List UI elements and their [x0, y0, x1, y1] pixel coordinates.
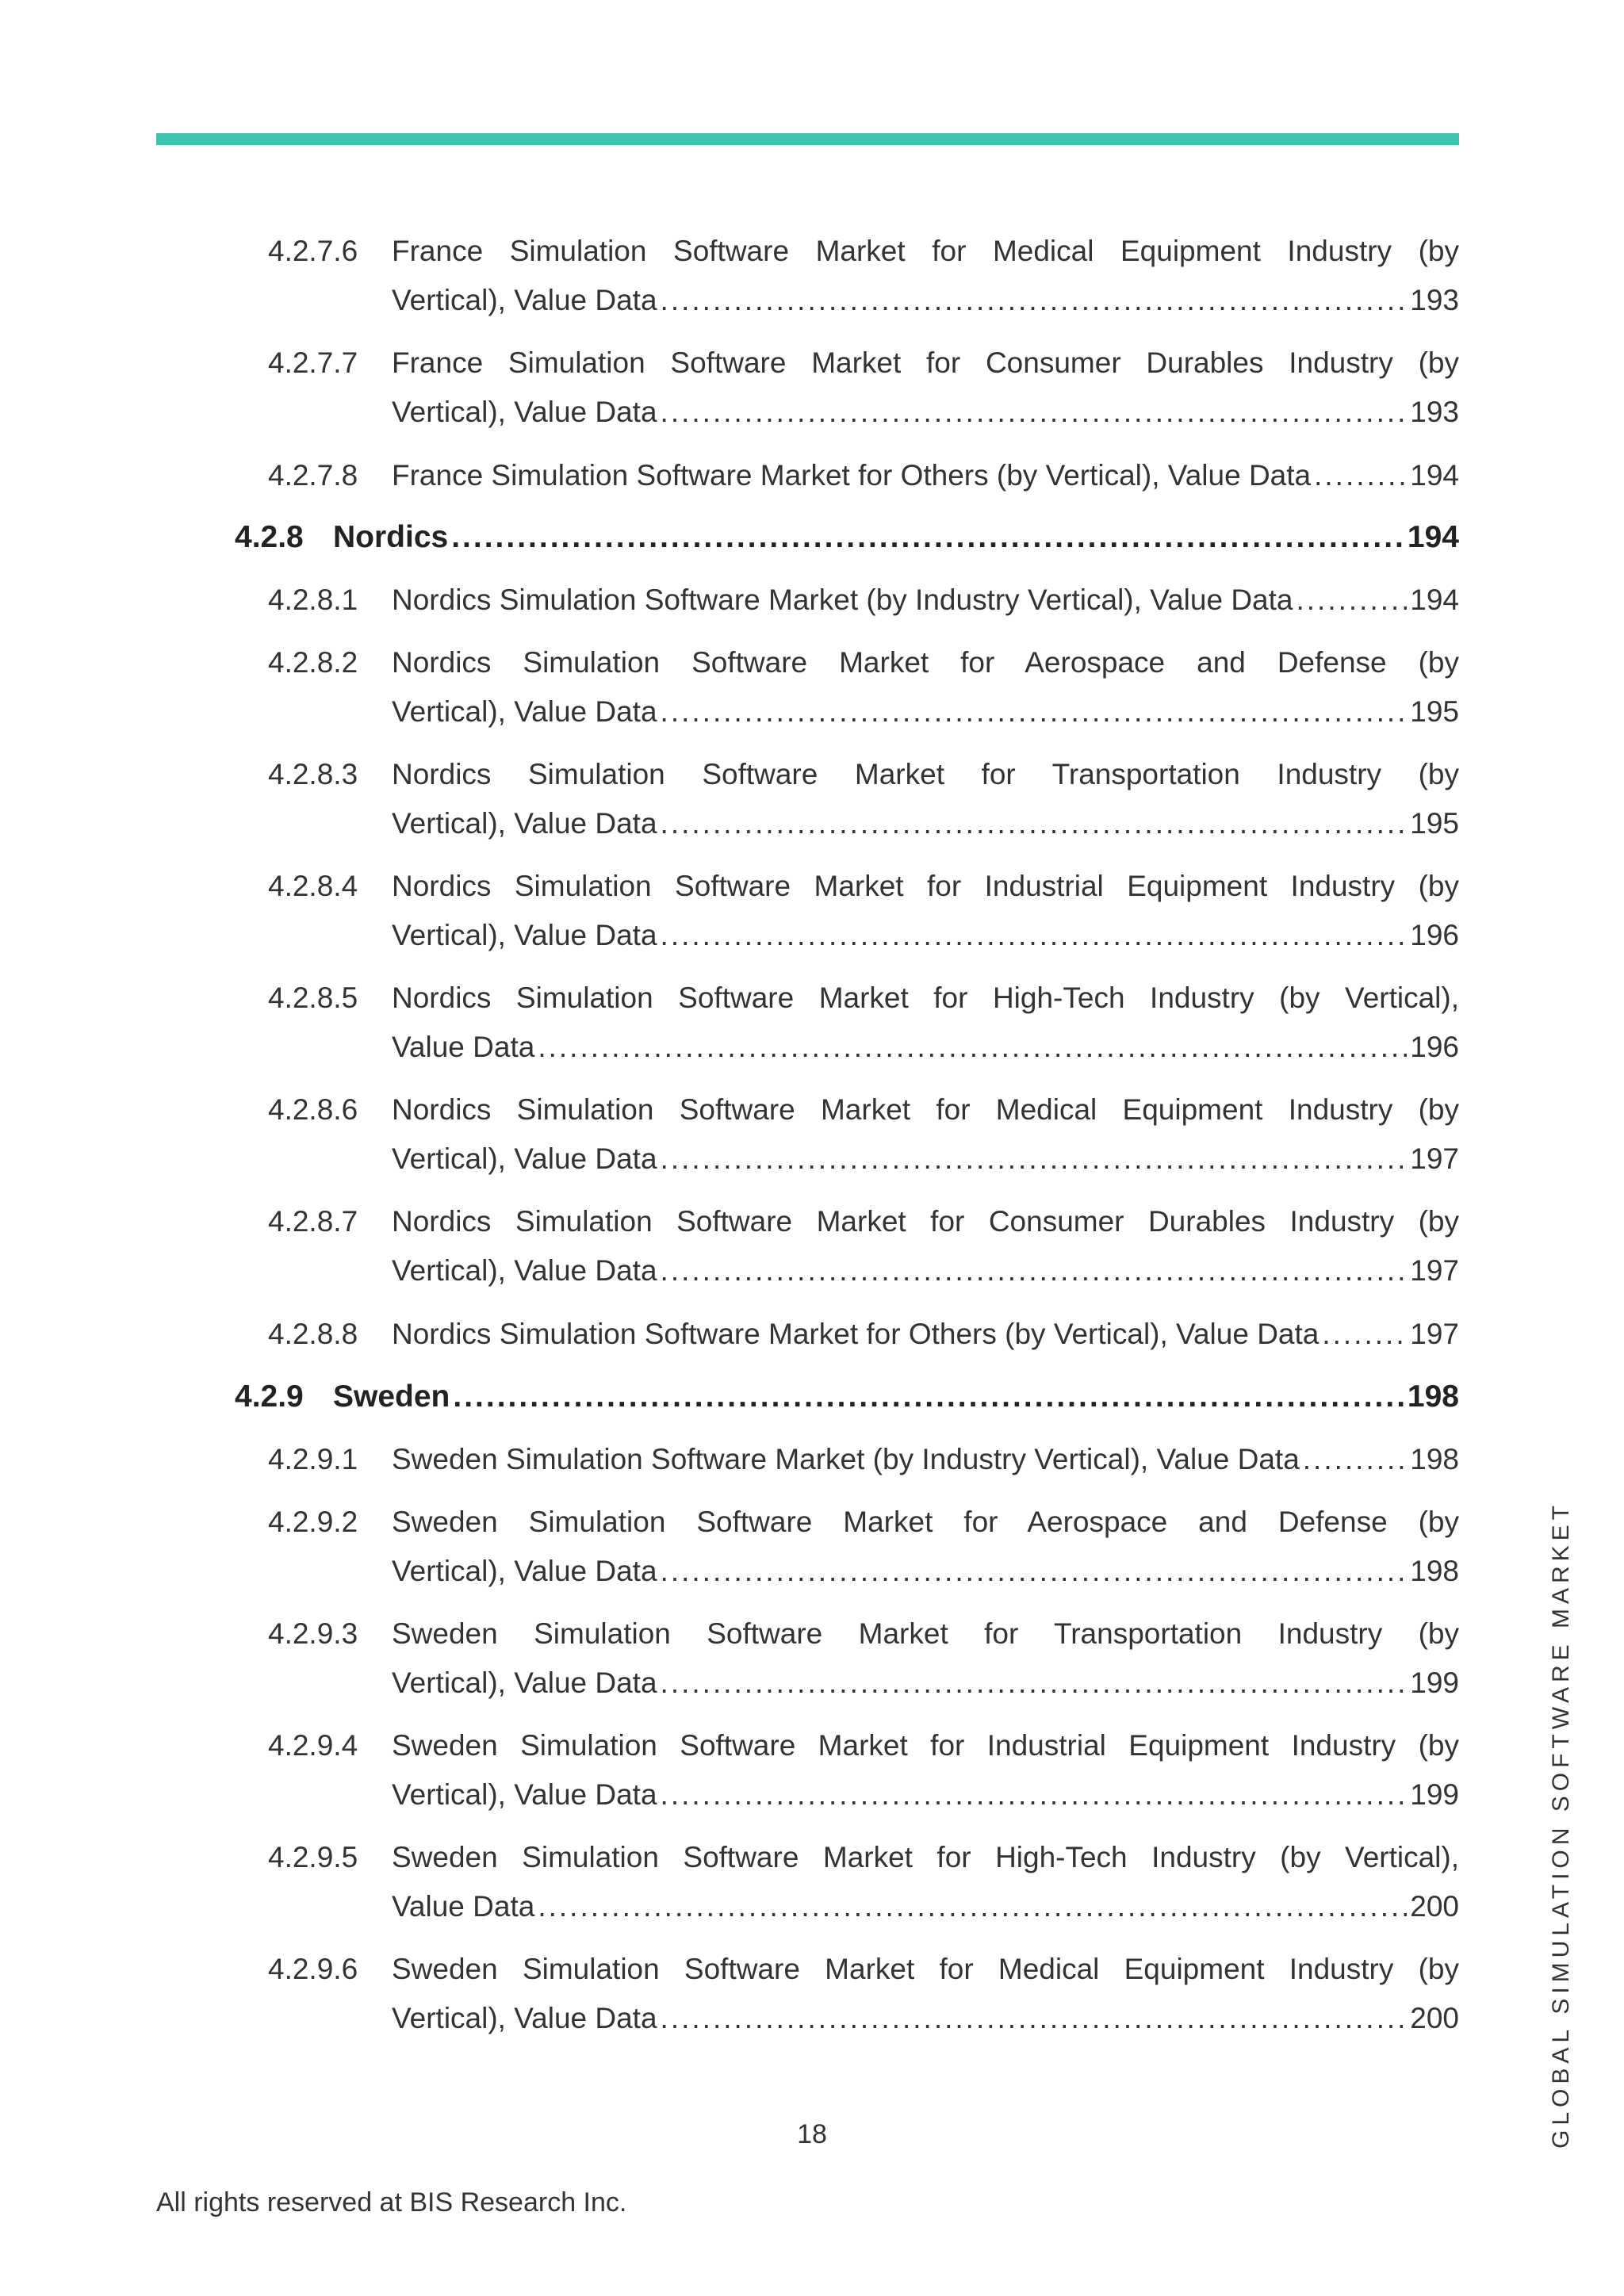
- footer-copyright: All rights reserved at BIS Research Inc.: [156, 2187, 627, 2218]
- toc-number: 4.2.8.7: [268, 1205, 358, 1238]
- toc-title: Vertical), Value Data: [392, 1667, 657, 1699]
- toc-title-line: Sweden Simulation Software Market for Medical Equipment Industry (by: [392, 1953, 1459, 1985]
- toc-title-line: France Simulation Software Market for Medical Equipment Industry (by: [392, 235, 1459, 267]
- toc-title-line: Nordics Simulation Software Market for Transportation Industry (by: [392, 758, 1459, 790]
- toc-page-number: 195: [1410, 695, 1459, 728]
- toc-title: Vertical), Value Data: [392, 1142, 657, 1175]
- toc-number: 4.2.8.5: [268, 982, 358, 1014]
- toc-page-number: 198: [1410, 1443, 1459, 1475]
- toc-number: 4.2.9.6: [268, 1953, 358, 1985]
- toc-title: Vertical), Value Data: [392, 396, 657, 428]
- toc-title: France Simulation Software Market for Others (by Vertical), Value Data: [392, 459, 1312, 492]
- dot-leader: [661, 799, 1408, 848]
- dot-leader: [1297, 576, 1408, 625]
- toc-title-line: Sweden Simulation Software Market for Industrial Equipment Industry (by: [392, 1729, 1459, 1762]
- toc-page-number: 194: [1407, 520, 1459, 554]
- toc-number: 4.2.9.3: [268, 1617, 358, 1650]
- toc-title: Vertical), Value Data: [392, 1778, 657, 1811]
- toc-title: Vertical), Value Data: [392, 284, 657, 316]
- toc-number: 4.2.8.3: [268, 758, 358, 790]
- toc-title-line: Nordics Simulation Software Market for High-Tech Industry (by Vertical),: [392, 982, 1459, 1014]
- toc-number: 4.2.8.2: [268, 646, 358, 679]
- toc-page-number: 197: [1410, 1254, 1459, 1287]
- dot-leader: [1303, 1435, 1407, 1484]
- toc-title: Vertical), Value Data: [392, 1555, 657, 1587]
- toc-title-line: Nordics Simulation Software Market for Consumer Durables Industry (by: [392, 1205, 1459, 1238]
- dot-leader: [661, 388, 1408, 437]
- dot-leader: [661, 687, 1408, 737]
- dot-leader: [538, 1882, 1407, 1931]
- dot-leader: [661, 1994, 1408, 2043]
- toc-title: Vertical), Value Data: [392, 695, 657, 728]
- toc-page-number: 200: [1410, 2002, 1459, 2034]
- dot-leader: [451, 513, 1404, 562]
- dot-leader: [661, 1135, 1408, 1184]
- toc-title-line: Sweden Simulation Software Market for Aerospace and Defense (by: [392, 1506, 1459, 1538]
- toc-number: 4.2.9.1: [268, 1443, 358, 1475]
- toc-page-number: 196: [1410, 1031, 1459, 1063]
- toc-number: 4.2.8.8: [268, 1318, 358, 1350]
- toc-number: 4.2.8.4: [268, 870, 358, 902]
- toc-title-line: Nordics Simulation Software Market for Industrial Equipment Industry (by: [392, 870, 1459, 902]
- toc-page-number: 195: [1410, 807, 1459, 840]
- toc-number: 4.2.9.4: [268, 1729, 358, 1762]
- toc-section-title: Nordics: [333, 520, 449, 554]
- toc-number: 4.2.7.7: [268, 346, 358, 379]
- toc-number: 4.2.8.1: [268, 584, 358, 616]
- toc-title-line: France Simulation Software Market for Consumer Durables Industry (by: [392, 346, 1459, 379]
- toc-page-number: 200: [1410, 1890, 1459, 1923]
- toc-title-line: Sweden Simulation Software Market for High-Tech Industry (by Vertical),: [392, 1841, 1459, 1873]
- toc-section-title: Sweden: [333, 1380, 450, 1414]
- toc-page-number: 198: [1407, 1380, 1459, 1414]
- toc-title: Vertical), Value Data: [392, 1254, 657, 1287]
- dot-leader: [661, 911, 1408, 960]
- toc-page-number: 194: [1410, 584, 1459, 616]
- toc-page-number: 199: [1410, 1667, 1459, 1699]
- toc-title: Vertical), Value Data: [392, 807, 657, 840]
- toc-title-line: Nordics Simulation Software Market for Medical Equipment Industry (by: [392, 1093, 1459, 1126]
- toc-page-number: 197: [1410, 1318, 1459, 1350]
- toc-number: 4.2.9.2: [268, 1506, 358, 1538]
- dot-leader: [661, 276, 1408, 325]
- toc-number: 4.2.8.6: [268, 1093, 358, 1126]
- toc-number: 4.2.9.5: [268, 1841, 358, 1873]
- toc-page-number: 197: [1410, 1142, 1459, 1175]
- toc-title: Sweden Simulation Software Market (by Industry Vertical), Value Data: [392, 1443, 1300, 1475]
- dot-leader: [453, 1372, 1404, 1422]
- dot-leader: [538, 1023, 1407, 1072]
- page-number: 18: [797, 2119, 827, 2149]
- toc-title: Nordics Simulation Software Market (by Industry Vertical), Value Data: [392, 584, 1293, 616]
- toc-title: Value Data: [392, 1890, 535, 1923]
- toc-title-line: Nordics Simulation Software Market for Aerospace and Defense (by: [392, 646, 1459, 679]
- dot-leader: [661, 1246, 1408, 1295]
- toc-section-number: 4.2.8: [235, 520, 304, 554]
- dot-leader: [1314, 451, 1407, 500]
- toc-page-number: 199: [1410, 1778, 1459, 1811]
- toc-page-number: 193: [1410, 396, 1459, 428]
- side-report-title: GLOBAL SIMULATION SOFTWARE MARKET: [1548, 1501, 1574, 2149]
- toc-title: Vertical), Value Data: [392, 919, 657, 951]
- toc-title: Value Data: [392, 1031, 535, 1063]
- toc-number: 4.2.7.6: [268, 235, 358, 267]
- toc-title: Vertical), Value Data: [392, 2002, 657, 2034]
- toc-page-number: 198: [1410, 1555, 1459, 1587]
- header-rule: [156, 133, 1459, 145]
- toc-page-number: 194: [1410, 459, 1459, 492]
- toc-page-number: 196: [1410, 919, 1459, 951]
- toc-title: Nordics Simulation Software Market for Others (by Vertical), Value Data: [392, 1318, 1320, 1350]
- toc-page-number: 193: [1410, 284, 1459, 316]
- dot-leader: [661, 1770, 1408, 1820]
- dot-leader: [1322, 1310, 1407, 1359]
- toc-section-number: 4.2.9: [235, 1380, 304, 1414]
- dot-leader: [661, 1547, 1408, 1596]
- toc-title-line: Sweden Simulation Software Market for Transportation Industry (by: [392, 1617, 1459, 1650]
- dot-leader: [661, 1659, 1408, 1708]
- toc-number: 4.2.7.8: [268, 459, 358, 492]
